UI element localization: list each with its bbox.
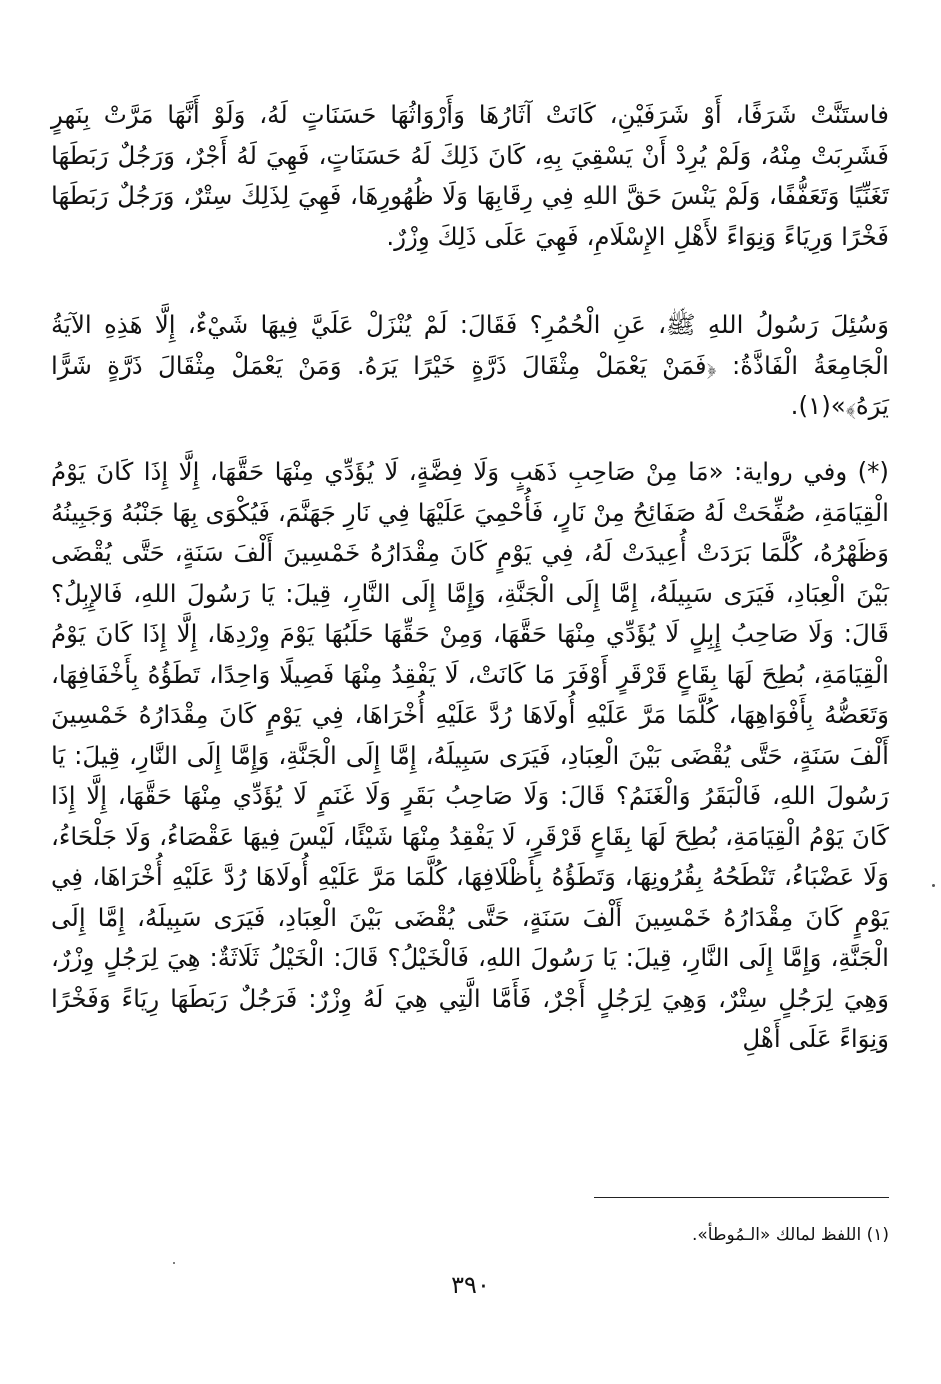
body-paragraph-2 <box>51 305 889 427</box>
paragraph-text: وَسُئِلَ رَسُولُ اللهِ ﷺ، عَنِ الْحُمُرِ؟ فَقَالَ: لَمْ يُنْزَلْ عَلَيَّ فِيهَا شَيْءٌ، إِلَّا هَذِهِ الآيَةُ الْجَامِعَةُ الْفَاذَّةُ: ﴿فَمَنْ يَعْمَلْ مِثْقَالَ ذَرَّةٍ خَيْرًا يَرَهُ. وَمَنْ يَعْمَلْ مِثْقَالَ ذَرَّةٍ شَرًّا يَرَهُ﴾»(١). <box>51 310 889 420</box>
body-paragraph-1 <box>51 95 889 257</box>
footnote-divider <box>594 1197 889 1198</box>
footnote: (١) اللفظ لمالك «الـمُوطأ». <box>692 1225 889 1245</box>
body-paragraph-3 <box>51 452 889 1060</box>
page-number: ٣٩٠ <box>451 1271 490 1299</box>
paragraph-text: (*) وفي رواية: «مَا مِنْ صَاحِبِ ذَهَبٍ وَلَا فِضَّةٍ، لَا يُؤَدِّي مِنْهَا حَقَّهَا، إِلَّا إِذَا كَانَ يَوْمُ الْقِيَامَةِ، صُفِّحَتْ لَهُ صَفَائِحُ مِنْ نَارٍ، فَأُحْمِيَ عَلَيْهَا فِي نَارِ جَهَنَّمَ، فَيُكْوَى بِهَا جَنْبُهُ وَجَبِينُهُ وَظَهْرُهُ، كُلَّمَا بَرَدَتْ أُعِيدَتْ لَهُ، فِي يَوْمٍ كَانَ مِقْدَارُهُ خَمْسِينَ أَلْفَ سَنَةٍ، حَتَّى يُقْضَى بَيْنَ الْعِبَادِ، فَيَرَى سَبِيلَهُ، إِمَّا إِلَى الْجَنَّةِ، وَإِمَّا إِلَى النَّارِ، قِيلَ: يَا رَسُولَ اللهِ، فَالإِبِلُ؟ قَالَ: وَلَا صَاحِبُ إِبِلٍ لَا يُؤَدِّي مِنْهَا حَقَّهَا، وَمِنْ حَقِّهَا حَلَبُهَا يَوْمَ وِرْدِهَا، إِلَّا إِذَا كَانَ يَوْمُ الْقِيَامَةِ، بُطِحَ لَهَا بِقَاعٍ قَرْقَرٍ أَوْفَرَ مَا كَانَتْ، لَا يَفْقِدُ مِنْهَا فَصِيلًا وَاحِدًا، تَطَؤُهُ بِأَخْفَافِهَا، وَتَعَضُّهُ بِأَفْوَاهِهَا، كُلَّمَا مَرَّ عَلَيْهِ أُولَاهَا رُدَّ عَلَيْهِ أُخْرَاهَا، فِي يَوْمٍ كَانَ مِقْدَارُهُ خَمْسِينَ أَلْفَ سَنَةٍ، حَتَّى يُقْضَى بَيْنَ الْعِبَادِ، فَيَرَى سَبِيلَهُ، إِمَّا إِلَى الْجَنَّةِ، وَإِمَّا إِلَى النَّارِ، قِيلَ: يَا رَسُولَ اللهِ، فَالْبَقَرُ وَالْغَنَمُ؟ قَالَ: وَلَا صَاحِبُ بَقَرٍ وَلَا غَنَمٍ لَا يُؤَدِّي مِنْهَا حَقَّهَا، إِلَّا إِذَا كَانَ يَوْمُ الْقِيَامَةِ، بُطِحَ لَهَا بِقَاعٍ قَرْقَرٍ، لَا يَفْقِدُ مِنْهَا شَيْئًا، لَيْسَ فِيهَا عَقْصَاءُ، وَلَا جَلْحَاءُ، وَلَا عَضْبَاءُ، تَنْطَحُهُ بِقُرُونِهَا، وَتَطَؤُهُ بِأَظْلَافِهَا، كُلَّمَا مَرَّ عَلَيْهِ أُولَاهَا رُدَّ عَلَيْهِ أُخْرَاهَا، فِي يَوْمٍ كَانَ مِقْدَارُهُ خَمْسِينَ أَلْفَ سَنَةٍ، حَتَّى يُقْضَى بَيْنَ الْعِبَادِ، فَيَرَى سَبِيلَهُ، إِمَّا إِلَى الْجَنَّةِ، وَإِمَّا إِلَى النَّارِ، قِيلَ: يَا رَسُولَ اللهِ، فَالْخَيْلُ؟ قَالَ: الْخَيْلُ ثَلَاثَةٌ: هِيَ لِرَجُلٍ وِزْرٌ، وَهِيَ لِرَجُلٍ سِتْرٌ، وَهِيَ لِرَجُلٍ أَجْرٌ، فَأَمَّا الَّتِي هِيَ لَهُ وِزْرٌ: فَرَجُلٌ رَبَطَهَا رِيَاءً وَفَخْرًا وَنِوَاءً عَلَى أَهْلِ <box>51 457 889 1053</box>
scan-speck <box>932 884 935 887</box>
paragraph-text: فاستَنَّتْ شَرَفًا، أَوْ شَرَفَيْنِ، كَانَتْ آثَارُهَا وَأَرْوَاثُهَا حَسَنَاتٍ لَهُ، وَلَوْ أَنَّهَا مَرَّتْ بِنَهرٍ فَشَرِبَتْ مِنْهُ، وَلَمْ يُرِدْ أَنْ يَسْقِيَ بِهِ، كَانَ ذَلِكَ لَهُ حَسَنَاتٍ، فَهِيَ لَهُ أَجْرٌ، وَرَجُلٌ رَبَطَهَا تَغَنِّيًا وَتَعَفُّفًا، وَلَمْ يَنْسَ حَقَّ اللهِ فِي رِقَابِهَا وَلَا ظُهُورِهَا، فَهِيَ لِذَلِكَ سِتْرٌ، وَرَجُلٌ رَبَطَهَا فَخْرًا وَرِيَاءً وَنِوَاءً لأَهْلِ الإِسْلَامِ، فَهِيَ عَلَى ذَلِكَ وِزْرٌ. <box>51 100 889 251</box>
scan-speck <box>173 1262 175 1264</box>
